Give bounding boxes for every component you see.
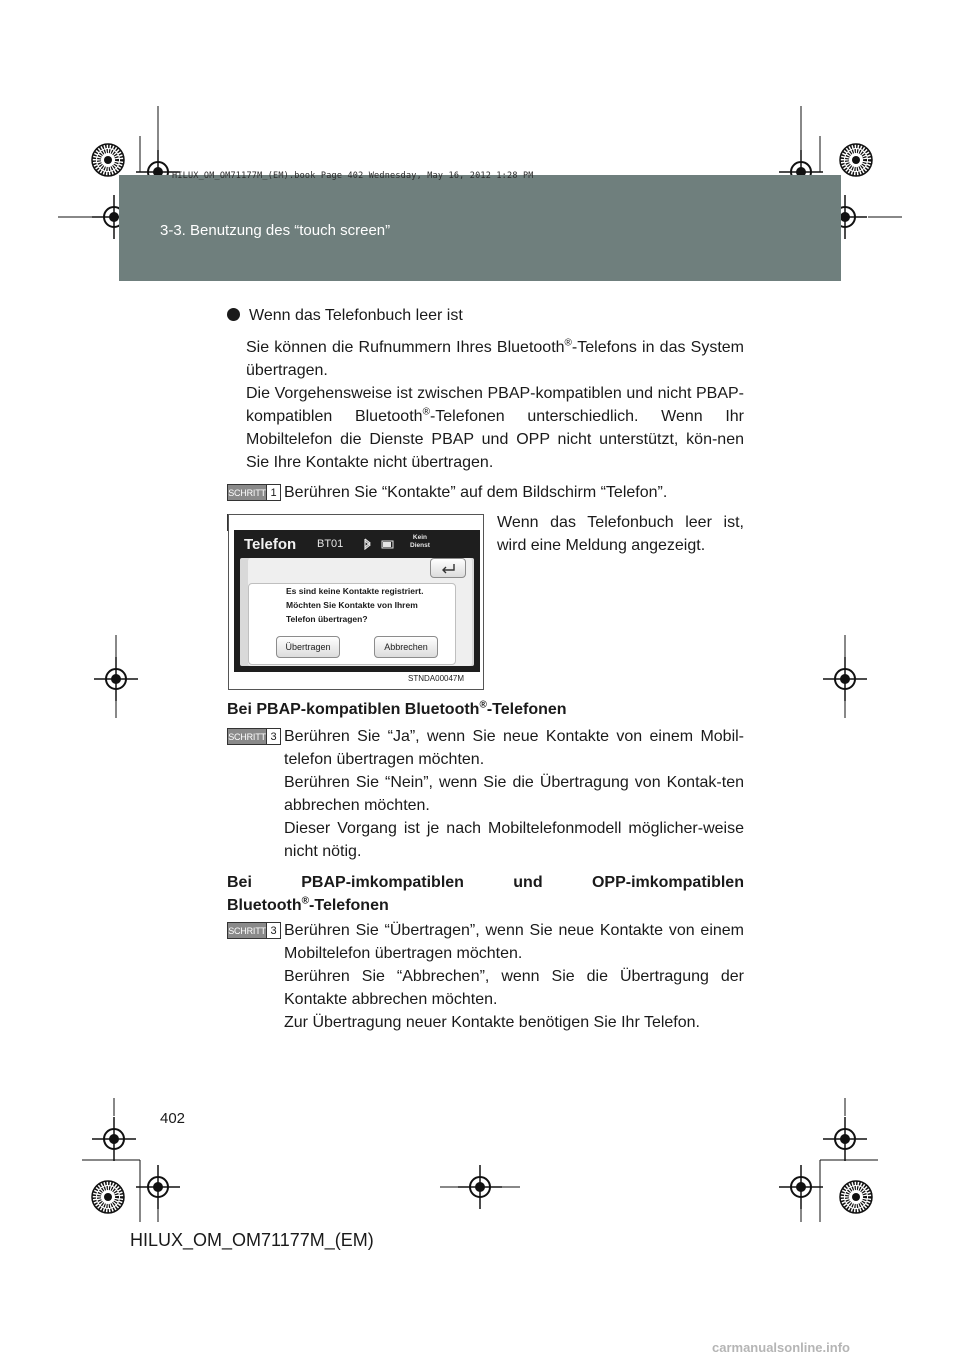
subheading-pbap: Bei PBAP-kompatiblen Bluetooth®-Telefonen: [227, 699, 567, 718]
dialog-message: Es sind keine Kontakte registriert. Möchten Sie Kontakte von Ihrem Telefon übertragen?: [286, 586, 424, 624]
subheading-non-pbap-line-2: Bluetooth®-Telefonen: [227, 895, 389, 914]
status-icons: [362, 538, 402, 550]
step-badge-3a: SCHRITT 3: [227, 728, 281, 745]
document-code: HILUX_OM_OM71177M_(EM): [130, 1230, 374, 1250]
bullet-heading: [227, 304, 463, 327]
step-2-text: Wenn das Telefonbuch leer ist, wird eine Meldung angezeigt.: [497, 514, 744, 554]
book-meta: HILUX_OM_OM71177M_(EM).book Page 402 Wednesday, May 16, 2012 1:28 PM: [172, 171, 534, 181]
page-number: 402: [160, 1110, 186, 1127]
step-3b-line-1: Berühren Sie “Übertragen”, wenn Sie neue Kontakte von einem Mobiltelefon übertragen möchten.: [284, 922, 744, 962]
step-badge-3b: SCHRITT 3: [227, 922, 281, 939]
bullet-title: Wenn das Telefonbuch leer ist: [249, 307, 463, 324]
back-button[interactable]: [430, 558, 466, 578]
step-1-text: Berühren Sie “Kontakte” auf dem Bildschirm “Telefon”.: [284, 484, 668, 501]
subheading-non-pbap-line-1: Bei PBAP-imkompatiblen und OPP-imkompatiblen: [227, 874, 744, 891]
back-arrow-icon: [439, 562, 457, 574]
screen-device-name: BT01: [317, 538, 344, 550]
step-badge-1: SCHRITT 1: [227, 484, 281, 501]
screen-title: Telefon: [244, 536, 297, 553]
intro-paragraph-1: Sie können die Rufnummern Ihres Bluetooth®-Telefons in das System übertragen.: [246, 337, 744, 379]
step-3b-line-3: Zur Übertragung neuer Kontakte benötigen Sie Ihr Telefon.: [284, 1014, 700, 1031]
section-title: 3-3. Benutzung des “touch screen”: [160, 222, 391, 239]
cancel-button[interactable]: Abbrechen: [374, 636, 438, 658]
transfer-button[interactable]: Übertragen: [276, 636, 340, 658]
step-3a-line-3: Dieser Vorgang ist je nach Mobiltelefonmodell möglicher-weise nicht nötig.: [284, 820, 744, 860]
step-3a-line-2: Berühren Sie “Nein”, wenn Sie die Übertragung von Kontak-ten abbrechen möchten.: [284, 774, 744, 814]
bullet-icon: [227, 308, 240, 321]
step-3b-line-2: Berühren Sie “Abbrechen”, wenn Sie die Übertragung der Kontakte abbrechen möchten.: [284, 968, 744, 1008]
watermark: carmanualsonline.info: [712, 1340, 850, 1355]
intro-paragraph-2: Die Vorgehensweise ist zwischen PBAP-kompatiblen und nicht PBAP-kompatiblen Bluetooth®-Telefonen unterschiedlich. Wenn Ihr Mobiltelefon die Dienste PBAP und OPP nicht unterstützt, kön-nen Sie Ihre Kontakte nicht übertragen.: [246, 385, 745, 471]
touch-screen-image: [234, 530, 480, 672]
screen-status-text: Kein Dienst: [410, 534, 430, 549]
image-code: STNDA00047M: [408, 674, 465, 683]
step-3a-line-1: Berühren Sie “Ja”, wenn Sie neue Kontakte von einem Mobil-telefon übertragen möchten.: [284, 728, 744, 768]
